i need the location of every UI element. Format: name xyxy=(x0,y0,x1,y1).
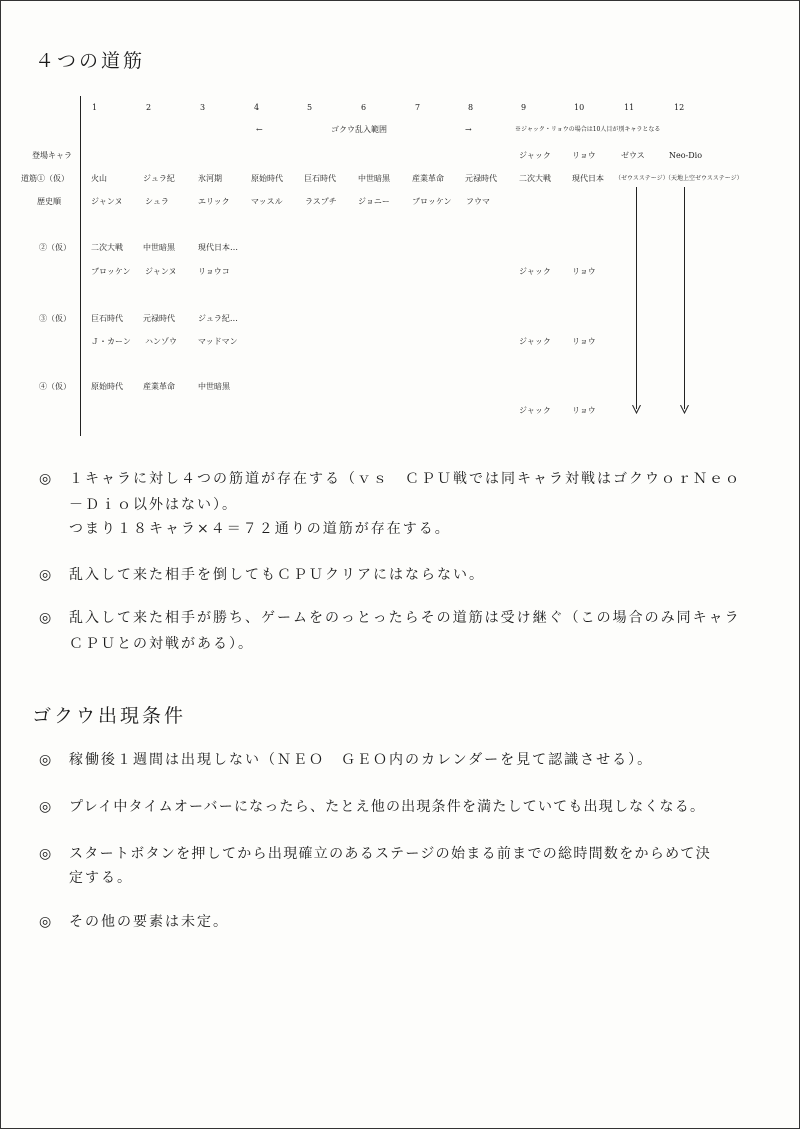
table-cell: 産業革命 xyxy=(412,174,444,183)
row-label-history: 歴史順 xyxy=(37,197,61,206)
table-cell: 元禄時代 xyxy=(143,314,175,323)
table-cell: マッスル xyxy=(251,197,283,206)
bullet-mark: ◎ xyxy=(39,752,52,768)
column-11-down-line xyxy=(636,187,637,409)
column-12-down-line xyxy=(684,187,685,409)
table-cell: ジャック xyxy=(519,151,551,160)
table-cell: ブロッケン xyxy=(412,197,452,206)
column-number: 7 xyxy=(415,103,421,112)
column-number: 9 xyxy=(521,103,527,112)
table-cell: 現代日本… xyxy=(198,243,238,252)
table-cell: ジャック xyxy=(519,406,551,415)
table-cell: Neo-Dio xyxy=(669,151,703,160)
table-cell: リョウ xyxy=(572,151,596,160)
table-cell: フウマ xyxy=(466,197,490,206)
note-four-routes-line2: －Ｄｉｏ以外はない）。 xyxy=(69,497,238,513)
ranbu-range-label: ゴクウ乱入範囲 xyxy=(331,125,387,134)
column-number: 2 xyxy=(146,103,152,112)
table-cell: ブロッケン xyxy=(91,267,131,276)
condition-total-time-line1: スタートボタンを押してから出現確立のあるステージの始まる前までの総時間数をからめて決 xyxy=(69,846,712,862)
column-number: 10 xyxy=(574,103,585,112)
table-cell: 現代日本 xyxy=(572,174,604,183)
table-cell: 氷河期 xyxy=(198,174,222,183)
table-cell: 二次大戦 xyxy=(91,243,123,252)
column-number: 11 xyxy=(624,103,635,112)
table-cell: リョウ xyxy=(572,337,596,346)
ranbu-note: ※ジャック・リョウの場合は10人目が別キャラとなる xyxy=(515,126,661,133)
row-label-characters: 登場キャラ xyxy=(32,151,72,160)
column-number: 12 xyxy=(674,103,685,112)
ranbu-right-arrow: → xyxy=(465,125,472,134)
table-cell: エリック xyxy=(198,197,230,206)
table-cell: ジャンヌ xyxy=(145,267,177,276)
row-label-route4: ④（仮） xyxy=(39,382,71,391)
table-cell: Ｊ・カーン xyxy=(91,337,131,346)
table-cell: 巨石時代 xyxy=(304,174,336,183)
column-number: 3 xyxy=(200,103,206,112)
table-cell: ジャック xyxy=(519,267,551,276)
table-cell: ジュラ紀 xyxy=(143,174,175,183)
row-label-route3: ③（仮） xyxy=(39,314,71,323)
column-number: 8 xyxy=(468,103,474,112)
table-cell: ジャック xyxy=(519,337,551,346)
row-label-route2: ②（仮） xyxy=(39,243,71,252)
table-cell: ジョニー xyxy=(358,197,390,206)
bullet-mark: ◎ xyxy=(39,610,52,626)
table-cell: 原始時代 xyxy=(91,382,123,391)
column-number: 5 xyxy=(307,103,313,112)
table-divider-line xyxy=(80,96,81,436)
table-cell: シュラ xyxy=(145,197,169,206)
table-cell: 巨石時代 xyxy=(91,314,123,323)
note-four-routes-line3: つまり１８キャラ×４＝７２通りの道筋が存在する。 xyxy=(69,521,451,537)
table-cell: リョウ xyxy=(572,406,596,415)
table-cell: 中世暗黒 xyxy=(143,243,175,252)
column-number: 1 xyxy=(92,103,98,112)
table-cell: リョウ xyxy=(572,267,596,276)
condition-time-over: プレイ中タイムオーバーになったら、たとえ他の出現条件を満たしていても出現しなくなる。 xyxy=(69,799,706,815)
note-intrusion-takeover-line2: ＣＰＵとの対戦がある）。 xyxy=(69,636,254,652)
table-cell: 産業革命 xyxy=(143,382,175,391)
condition-total-time-line2: 定する。 xyxy=(69,870,133,886)
table-cell: （ゼウスステージ） xyxy=(615,175,669,182)
bullet-mark: ◎ xyxy=(39,914,52,930)
table-cell: ジャンヌ xyxy=(91,197,123,206)
note-intrusion-clear: 乱入して来た相手を倒してもＣＰＵクリアにはならない。 xyxy=(69,567,485,583)
table-cell: リョウコ xyxy=(198,267,230,276)
column-number: 4 xyxy=(254,103,260,112)
condition-other-undecided: その他の要素は未定。 xyxy=(69,914,229,930)
arrow-down-icon xyxy=(680,405,689,414)
table-cell: 中世暗黒 xyxy=(358,174,390,183)
table-cell: ハンゾウ xyxy=(145,337,177,346)
bullet-mark: ◎ xyxy=(39,799,52,815)
section-title-four-routes: ４つの道筋 xyxy=(35,50,146,72)
note-intrusion-takeover-line1: 乱入して来た相手が勝ち、ゲームをのっとったらその道筋は受け継ぐ（この場合のみ同キャラ xyxy=(69,610,741,626)
condition-first-week: 稼働後１週間は出現しない（ＮＥＯ ＧＥＯ内のカレンダーを見て認識させる）。 xyxy=(69,752,654,768)
row-label-route1: 道筋①（仮） xyxy=(21,174,69,183)
ranbu-left-arrow: ← xyxy=(256,125,263,134)
table-cell: 原始時代 xyxy=(251,174,283,183)
table-cell: ジュラ紀… xyxy=(198,314,238,323)
bullet-mark: ◎ xyxy=(39,567,52,583)
bullet-mark: ◎ xyxy=(39,471,52,487)
table-cell: マッドマン xyxy=(198,337,238,346)
note-four-routes-line1: １キャラに対し４つの筋道が存在する（ｖｓ ＣＰＵ戦では同キャラ対戦はゴクウｏｒＮｅｏ xyxy=(69,471,741,487)
table-cell: 中世暗黒 xyxy=(198,382,230,391)
table-cell: ラスプチ xyxy=(305,197,337,206)
table-cell: 元禄時代 xyxy=(465,174,497,183)
table-cell: 二次大戦 xyxy=(519,174,551,183)
table-cell: （天地上空ゼウスステージ） xyxy=(665,175,743,182)
section-title-gokuu-conditions: ゴクウ出現条件 xyxy=(32,705,187,727)
column-number: 6 xyxy=(361,103,367,112)
table-cell: ゼウス xyxy=(621,151,645,160)
table-cell: 火山 xyxy=(91,174,107,183)
arrow-down-icon xyxy=(632,405,641,414)
bullet-mark: ◎ xyxy=(39,846,52,862)
